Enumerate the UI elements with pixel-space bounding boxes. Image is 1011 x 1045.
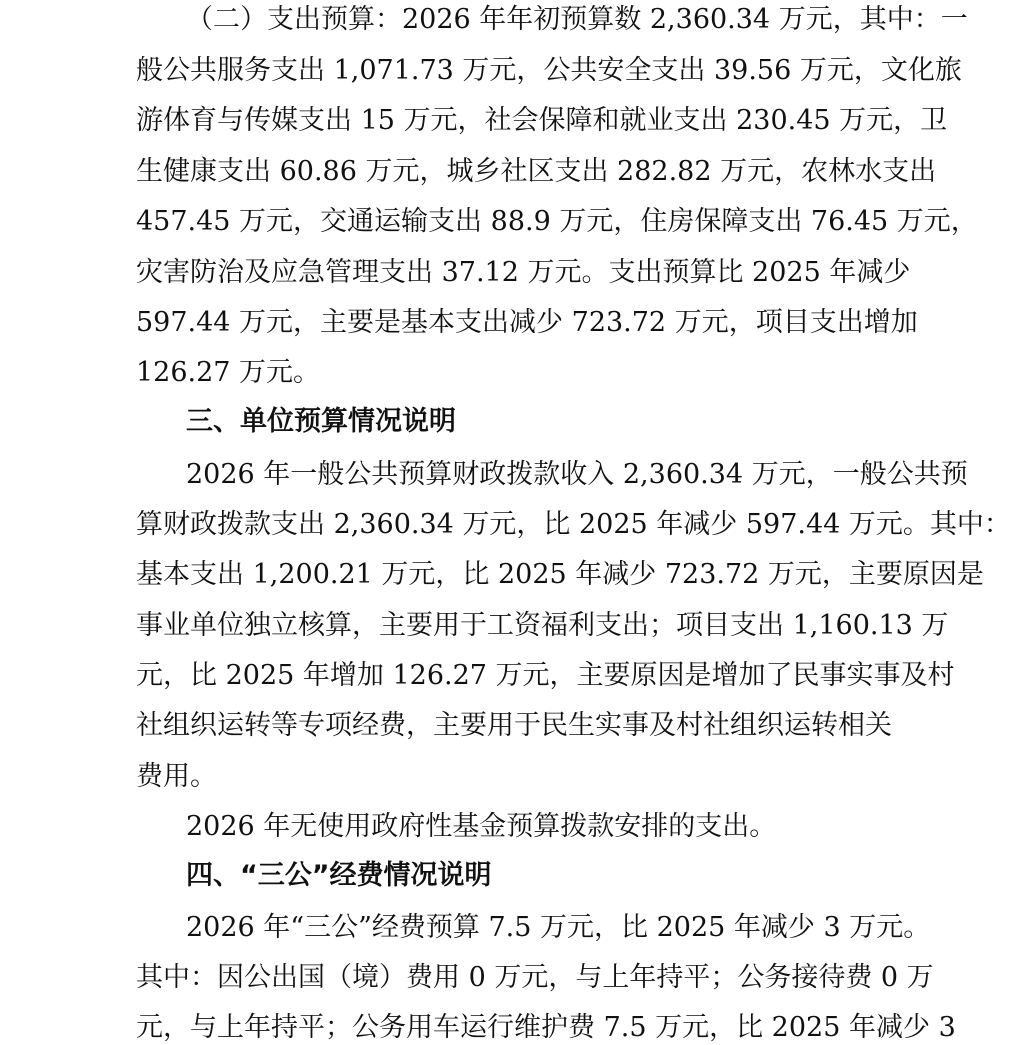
unit-budget-line-7: 费用。 [136, 761, 217, 792]
expenditure-budget-line-2: 般公共服务支出 1,071.73 万元，公共安全支出 39.56 万元，文化旅 [136, 55, 962, 86]
expenditure-budget-line-8: 126.27 万元。 [136, 357, 321, 388]
unit-budget-line-5: 元，比 2025 年增加 126.27 万元，主要原因是增加了民事实事及村 [136, 660, 955, 691]
unit-budget-line-6: 社组织运转等专项经费，主要用于民生实事及村社组织运转相关 [136, 710, 892, 741]
expenditure-budget-line-1: （二）支出预算：2026 年年初预算数 2,360.34 万元，其中：一 [186, 4, 968, 35]
expenditure-budget-line-5: 457.45 万元，交通运输支出 88.9 万元，住房保障支出 76.45 万元， [136, 206, 978, 237]
heading-unit-budget: 三、单位预算情况说明 [186, 406, 456, 437]
expenditure-budget-line-3: 游体育与传媒支出 15 万元，社会保障和就业支出 230.45 万元，卫 [136, 105, 948, 136]
expenditure-budget-line-6: 灾害防治及应急管理支出 37.12 万元。支出预算比 2025 年减少 [136, 257, 911, 288]
expenditure-budget-line-7: 597.44 万元，主要是基本支出减少 723.72 万元，项目支出增加 [136, 307, 918, 338]
three-public-line-3: 元，与上年持平；公务用车运行维护费 7.5 万元，比 2025 年减少 3 [136, 1012, 956, 1043]
three-public-line-1: 2026 年“三公”经费预算 7.5 万元，比 2025 年减少 3 万元。 [186, 912, 931, 943]
heading-three-public: 四、“三公”经费情况说明 [186, 860, 492, 891]
unit-budget-line-2: 算财政拨款支出 2,360.34 万元，比 2025 年减少 597.44 万元。其中： [136, 509, 1011, 540]
government-fund-paragraph: 2026 年无使用政府性基金预算拨款安排的支出。 [186, 811, 777, 842]
three-public-line-2: 其中：因公出国（境）费用 0 万元，与上年持平；公务接待费 0 万 [136, 962, 934, 993]
unit-budget-line-4: 事业单位独立核算，主要用于工资福利支出；项目支出 1,160.13 万 [136, 610, 949, 641]
unit-budget-line-3: 基本支出 1,200.21 万元，比 2025 年减少 723.72 万元，主要原因是 [136, 559, 984, 590]
expenditure-budget-line-4: 生健康支出 60.86 万元，城乡社区支出 282.82 万元，农林水支出 [136, 156, 937, 187]
unit-budget-line-1: 2026 年一般公共预算财政拨款收入 2,360.34 万元，一般公共预 [186, 459, 968, 490]
